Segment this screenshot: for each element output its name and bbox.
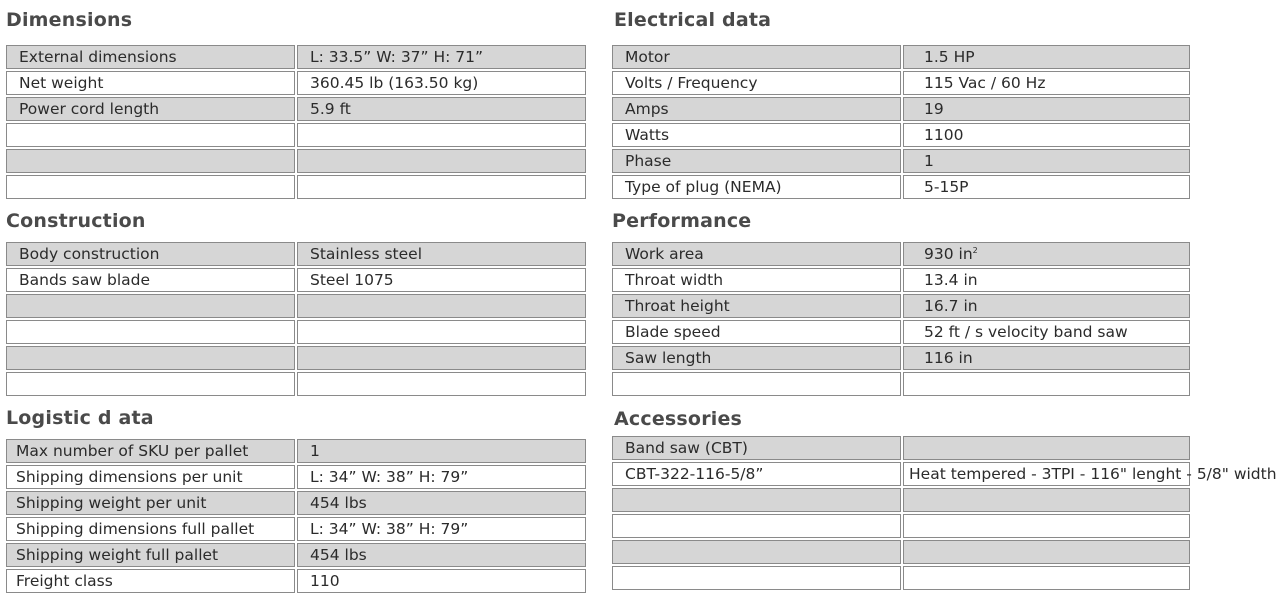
row-value: L: 33.5” W: 37” H: 71” [297, 45, 586, 69]
row-label: Freight class [6, 569, 295, 593]
table-row [612, 242, 1190, 266]
row-label [612, 566, 901, 590]
row-value: 110 [297, 569, 586, 593]
row-value [903, 540, 1190, 564]
table-row [612, 45, 1190, 69]
row-value [903, 242, 1190, 266]
table-row [6, 97, 586, 121]
row-value [903, 514, 1190, 538]
row-label: Shipping dimensions full pallet [6, 517, 295, 541]
row-value: Steel 1075 [297, 268, 586, 292]
row-label: Work area [612, 242, 901, 266]
row-value: 454 lbs [297, 543, 586, 567]
row-value [297, 123, 586, 147]
table-row [6, 149, 586, 173]
construction-table [4, 240, 588, 398]
row-value: 116 in [903, 346, 1190, 370]
table-row [612, 514, 1190, 538]
table-row [612, 175, 1190, 199]
row-label: Throat width [612, 268, 901, 292]
table-row [612, 462, 1190, 486]
row-label [6, 294, 295, 318]
row-value: 13.4 in [903, 268, 1190, 292]
table-row [6, 123, 586, 147]
table-row [6, 543, 586, 567]
row-value: 115 Vac / 60 Hz [903, 71, 1190, 95]
accessories-table [610, 434, 1277, 592]
table-row [6, 242, 586, 266]
row-value [903, 436, 1190, 460]
work-area-superscript: 2 [972, 246, 978, 255]
row-label: Blade speed [612, 320, 901, 344]
table-row [612, 294, 1190, 318]
row-label: External dimensions [6, 45, 295, 69]
row-value [297, 175, 586, 199]
table-row [6, 268, 586, 292]
electrical-title: Electrical data [614, 9, 772, 31]
row-value: L: 34” W: 38” H: 79” [297, 465, 586, 489]
table-row [612, 123, 1190, 147]
accessories-title: Accessories [614, 408, 743, 430]
row-value [903, 488, 1190, 512]
table-row [612, 372, 1190, 396]
row-label: Net weight [6, 71, 295, 95]
work-area-value: 930 in [924, 245, 973, 263]
table-row [6, 294, 586, 318]
row-label: Phase [612, 149, 901, 173]
table-row [612, 71, 1190, 95]
row-value: L: 34” W: 38” H: 79” [297, 517, 586, 541]
table-row [612, 566, 1190, 590]
electrical-table [610, 43, 1192, 201]
row-label [6, 175, 295, 199]
row-label: Motor [612, 45, 901, 69]
logistic-table [4, 437, 588, 595]
row-label [6, 372, 295, 396]
row-label: Throat height [612, 294, 901, 318]
row-label [6, 123, 295, 147]
table-row [612, 97, 1190, 121]
row-value: Heat tempered - 3TPI - 116" lenght - 5/8" width [903, 462, 1190, 486]
row-value [903, 372, 1190, 396]
row-label [612, 488, 901, 512]
table-row [6, 45, 586, 69]
row-value: 1 [297, 439, 586, 463]
table-row [612, 540, 1190, 564]
performance-table [610, 240, 1192, 398]
row-value: 5-15P [903, 175, 1190, 199]
row-value: 1100 [903, 123, 1190, 147]
row-value: 360.45 lb (163.50 kg) [297, 71, 586, 95]
table-row [6, 465, 586, 489]
row-label: Volts / Frequency [612, 71, 901, 95]
row-value [903, 566, 1190, 590]
row-label: Watts [612, 123, 901, 147]
table-row [612, 320, 1190, 344]
dimensions-title: Dimensions [6, 9, 133, 31]
table-row [6, 320, 586, 344]
row-value [297, 372, 586, 396]
table-row [6, 439, 586, 463]
row-label: Band saw (CBT) [612, 436, 901, 460]
row-value [297, 149, 586, 173]
row-value: 5.9 ft [297, 97, 586, 121]
row-label [6, 320, 295, 344]
table-row [612, 268, 1190, 292]
table-row [612, 346, 1190, 370]
table-row [612, 488, 1190, 512]
row-label: Type of plug (NEMA) [612, 175, 901, 199]
row-label: Max number of SKU per pallet [6, 439, 295, 463]
row-label: Amps [612, 97, 901, 121]
performance-title: Performance [612, 210, 752, 232]
row-value: 19 [903, 97, 1190, 121]
table-row [6, 71, 586, 95]
table-row [6, 569, 586, 593]
row-label: Saw length [612, 346, 901, 370]
row-value [297, 320, 586, 344]
row-value: 52 ft / s velocity band saw [903, 320, 1190, 344]
table-row [612, 436, 1190, 460]
row-label [612, 372, 901, 396]
table-row [612, 149, 1190, 173]
row-value: 454 lbs [297, 491, 586, 515]
row-value: 1.5 HP [903, 45, 1190, 69]
row-label [6, 149, 295, 173]
row-label [6, 346, 295, 370]
row-value [297, 294, 586, 318]
row-label: CBT-322-116-5/8” [612, 462, 901, 486]
row-value [297, 346, 586, 370]
row-label: Power cord length [6, 97, 295, 121]
logistic-title: Logistic d ata [6, 407, 154, 429]
table-row [6, 346, 586, 370]
dimensions-table [4, 43, 588, 201]
row-value: 1 [903, 149, 1190, 173]
construction-title: Construction [6, 210, 146, 232]
row-label: Body construction [6, 242, 295, 266]
row-label [612, 540, 901, 564]
row-value: Stainless steel [297, 242, 586, 266]
row-label: Bands saw blade [6, 268, 295, 292]
table-row [6, 517, 586, 541]
table-row [6, 372, 586, 396]
row-label: Shipping dimensions per unit [6, 465, 295, 489]
row-label: Shipping weight full pallet [6, 543, 295, 567]
row-label [612, 514, 901, 538]
table-row [6, 175, 586, 199]
table-row [6, 491, 586, 515]
row-value: 16.7 in [903, 294, 1190, 318]
row-label: Shipping weight per unit [6, 491, 295, 515]
